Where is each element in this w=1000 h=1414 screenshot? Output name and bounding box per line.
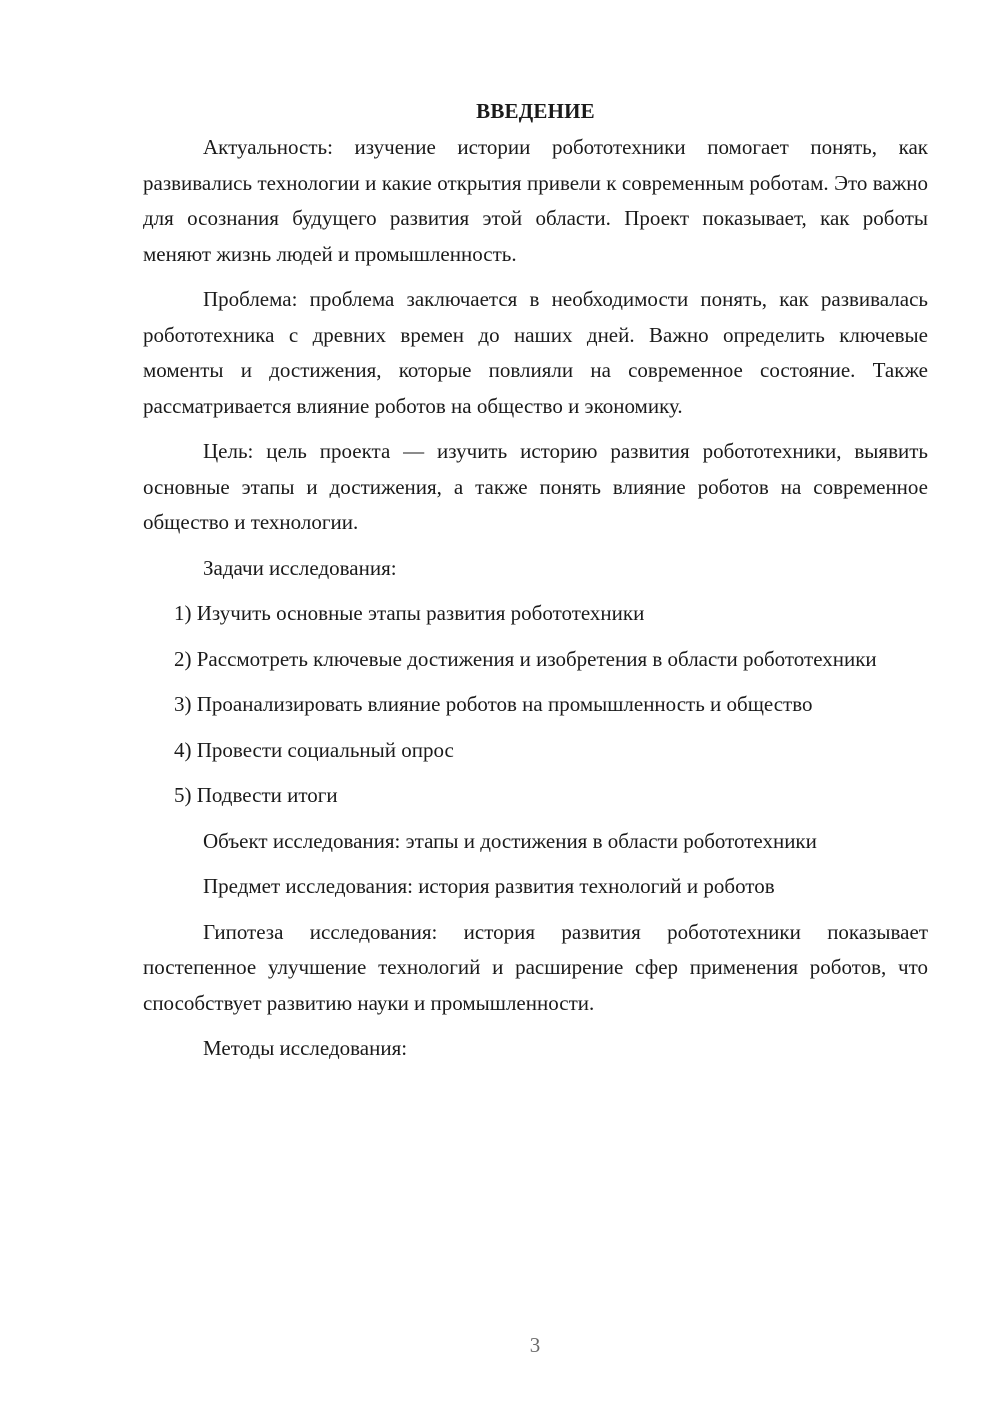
task-item: 3) Проанализировать влияние роботов на промышленность и общество — [174, 692, 813, 716]
task-list — [143, 596, 928, 814]
task-item: 5) Подвести итоги — [174, 783, 338, 807]
section-title: ВВЕДЕНИЕ — [476, 99, 595, 123]
paragraph-subject: Предмет исследования: история развития технологий и роботов — [203, 874, 775, 898]
paragraph-relevance: Актуальность: изучение истории робототехники помогает понять, как развивались технологии и какие открытия привели к современным роботам. Это важно для осознания будущего развития этой области. Проект показывает, как роботы меняют жизнь людей и промышленность. — [143, 135, 928, 266]
task-item: 4) Провести социальный опрос — [174, 737, 454, 762]
task-item: 2) Рассмотреть ключевые достижения и изобретения в области робототехники — [174, 646, 877, 671]
paragraph-tasks-heading: Задачи исследования: — [203, 555, 397, 580]
page-number: 3 — [529, 1333, 541, 1357]
document-page — [143, 96, 928, 1077]
paragraph-problem: Проблема: проблема заключается в необходимости понять, как развивалась робототехника с древних времен до наших дней. Важно определить ключевые моменты и достижения, которые повлияли на современное состояние. Также рассматривается влияние роботов на общество и экономику. — [143, 287, 928, 418]
paragraph-hypothesis: Гипотеза исследования: история развития робототехники показывает постепенное улучшение технологий и расширение сфер применения роботов, что способствует развитию науки и промышленности. — [143, 919, 928, 1015]
paragraph-methods: Методы исследования: — [203, 1036, 408, 1060]
paragraph-object: Объект исследования: этапы и достижения в области робототехники — [203, 828, 817, 853]
paragraph-goal: Цель: цель проекта — изучить историю развития робототехники, выявить основные этапы и достижения, а также понять влияние роботов на современное общество и технологии. — [143, 439, 928, 534]
task-item: 1) Изучить основные этапы развития робототехники — [174, 601, 645, 625]
